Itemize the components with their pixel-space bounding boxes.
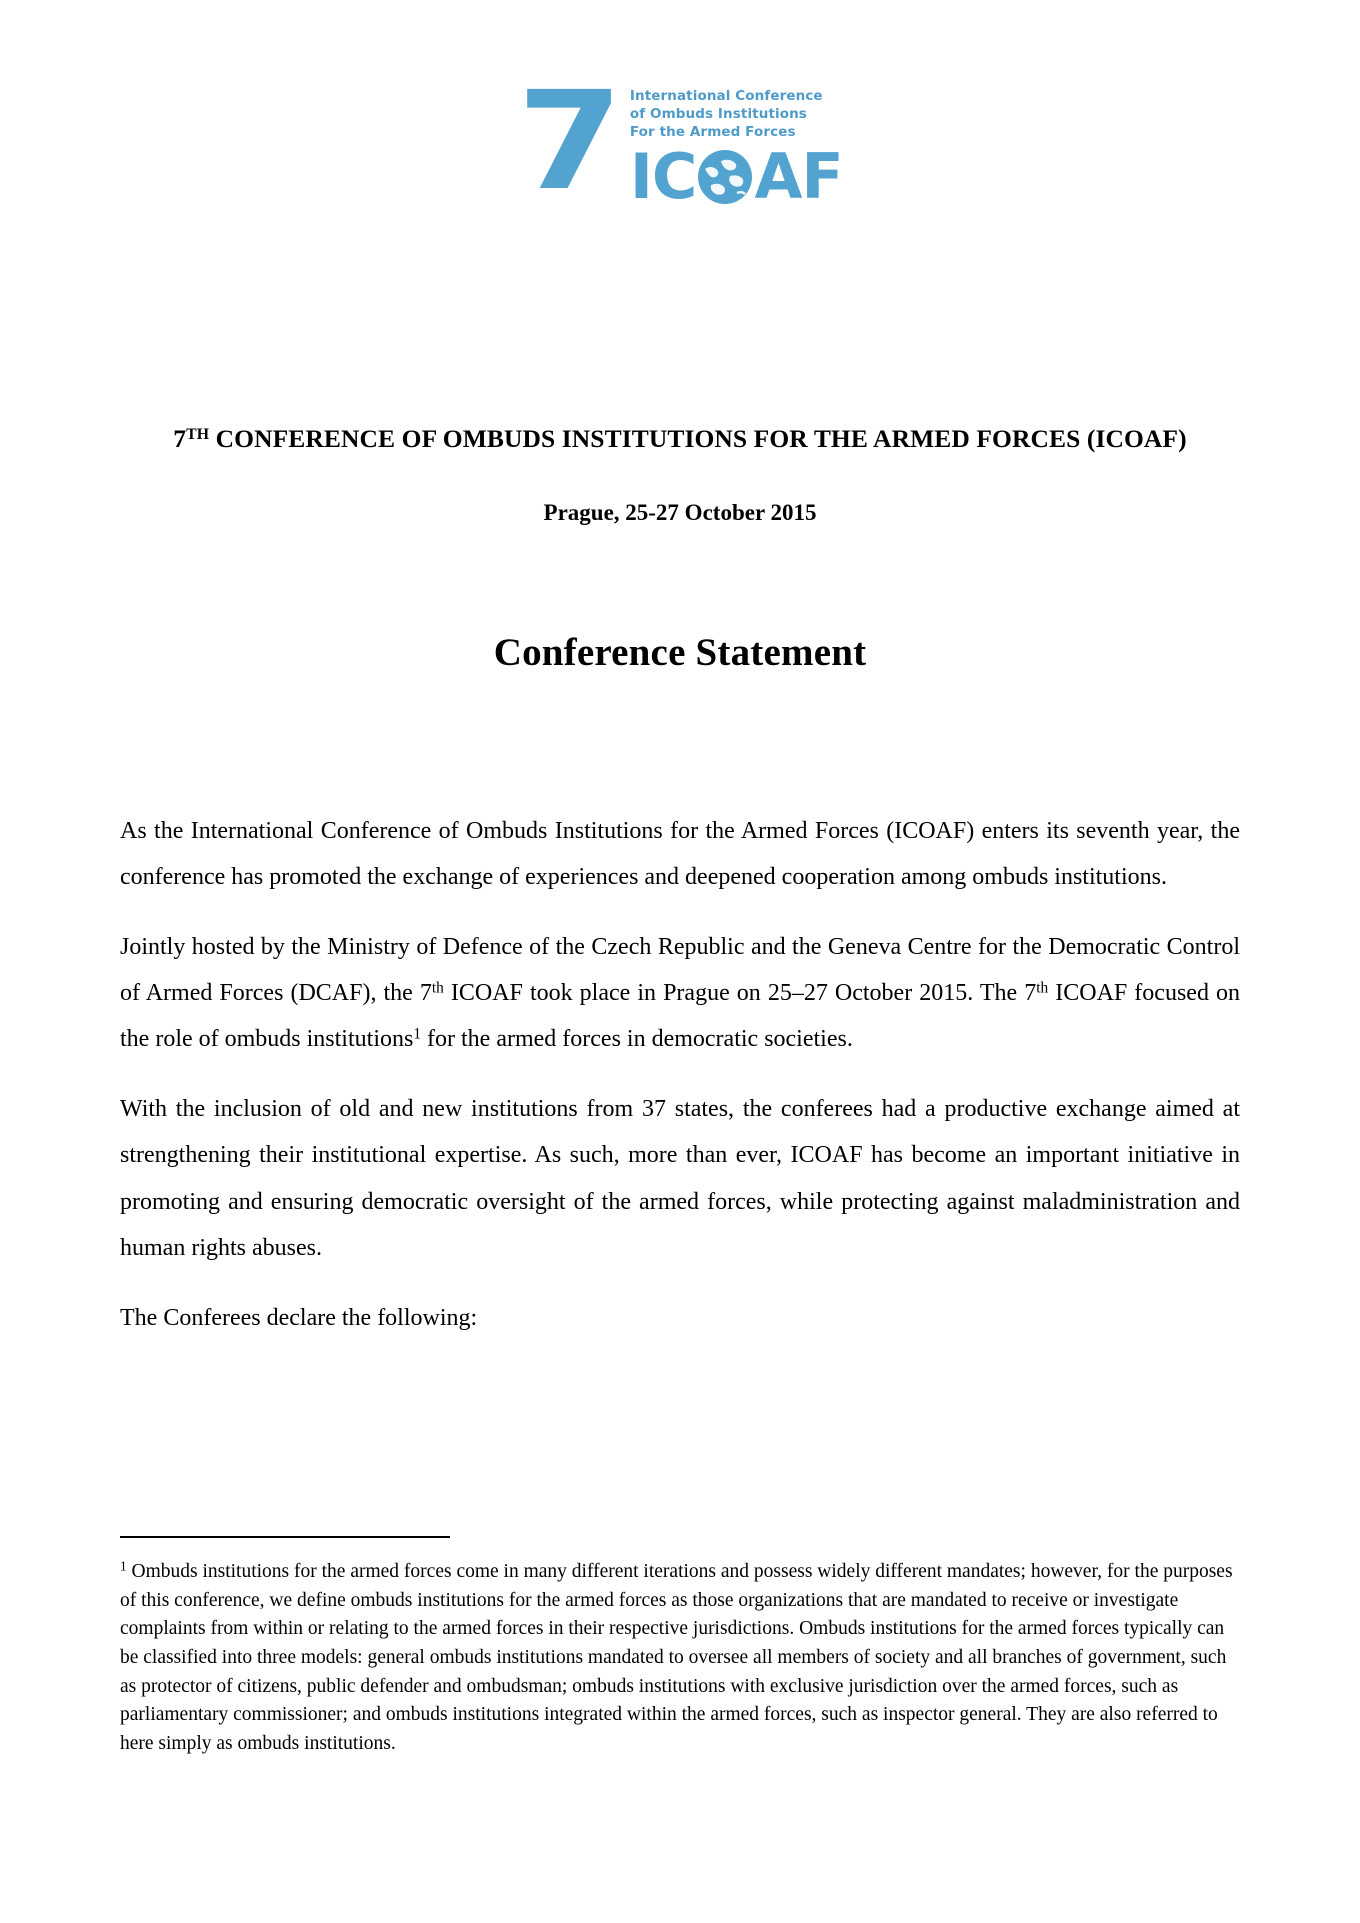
text-run: As the International Conference of Ombuds Institutions for the Armed Forces (ICOAF) enters its seventh year, the conference has promoted the exchange of experiences and deepened cooperation among ombuds institutions. [120, 818, 1240, 891]
page-title: Conference Statement [493, 631, 867, 674]
body-content [120, 808, 1240, 1341]
logo-lockup [517, 63, 843, 221]
logo-wordmark [629, 139, 843, 213]
footnote-1 [120, 1558, 1240, 1759]
logo-wordmark-suffix: AF [754, 139, 843, 213]
text-run: Jointly hosted by the Ministry of Defence of the Czech Republic and the Geneva Centre for the Democratic Control of Armed Forces (DCAF), the 7 [120, 934, 1240, 1007]
footnote-block [120, 1536, 1240, 1759]
conference-title [0, 424, 1360, 454]
text-run: ICOAF focused on the role of ombuds institutions [120, 980, 1240, 1053]
logo-tagline-line-3: For the Armed Forces [629, 123, 796, 140]
footnote-marker: 1 [120, 1558, 127, 1574]
superscript-run: th [1036, 979, 1049, 997]
conference-location-date: Prague, 25-27 October 2015 [543, 500, 817, 525]
logo-text-group [608, 84, 843, 213]
logo-numeral-7: 7 [517, 63, 617, 221]
globe-icon [697, 149, 753, 205]
title-prefix: 7 [173, 424, 187, 453]
footnote-body: Ombuds institutions for the armed forces come in many different iterations and possess widely different mandates; however, for the purposes of this conference, we define ombuds institutions for the armed forces as those organizations that are mandated to receive or investigate complaints from within or relating to the armed forces in their respective jurisdictions. Ombuds institutions for the armed forces typically can be classified into three models: general ombuds institutions mandated to oversee all members of society and all branches of government, such as protector of citizens, public defender and ombudsman; ombuds institutions with exclusive jurisdiction over the armed forces, such as parliamentary commissioner; and ombuds institutions integrated within the armed forces, such as inspector general. They are also referred to here simply as ombuds institutions. [120, 1561, 1233, 1754]
icoaf-logo [0, 63, 1360, 221]
paragraph-inclusion [120, 1086, 1240, 1270]
superscript-run: 1 [413, 1025, 422, 1043]
logo-wordmark-prefix: IC [629, 139, 697, 213]
title-rest: CONFERENCE OF OMBUDS INSTITUTIONS FOR THE ARMED FORCES (ICOAF) [209, 424, 1187, 453]
paragraph-declare [120, 1295, 1240, 1341]
text-run: ICOAF took place in Prague on 25–27 October 2015. The 7 [443, 980, 1037, 1007]
footnote-separator [120, 1536, 450, 1538]
paragraph-hosts [120, 924, 1240, 1062]
superscript-run: th [431, 979, 444, 997]
text-run: With the inclusion of old and new institutions from 37 states, the conferees had a productive exchange aimed at strengthening their institutional expertise. As such, more than ever, ICOAF has become an important initiative in promoting and ensuring democratic oversight of the armed forces, while protecting against maladministration and human rights abuses. [120, 1096, 1240, 1261]
paragraph-intro [120, 808, 1240, 900]
text-run: for the armed forces in democratic societies. [421, 1026, 853, 1053]
logo-tagline-line-2: of Ombuds Institutions [629, 105, 807, 122]
title-ordinal-suffix: TH [186, 425, 210, 443]
logo-tagline-line-1: International Conference [629, 88, 823, 104]
text-run: The Conferees declare the following: [120, 1304, 478, 1331]
